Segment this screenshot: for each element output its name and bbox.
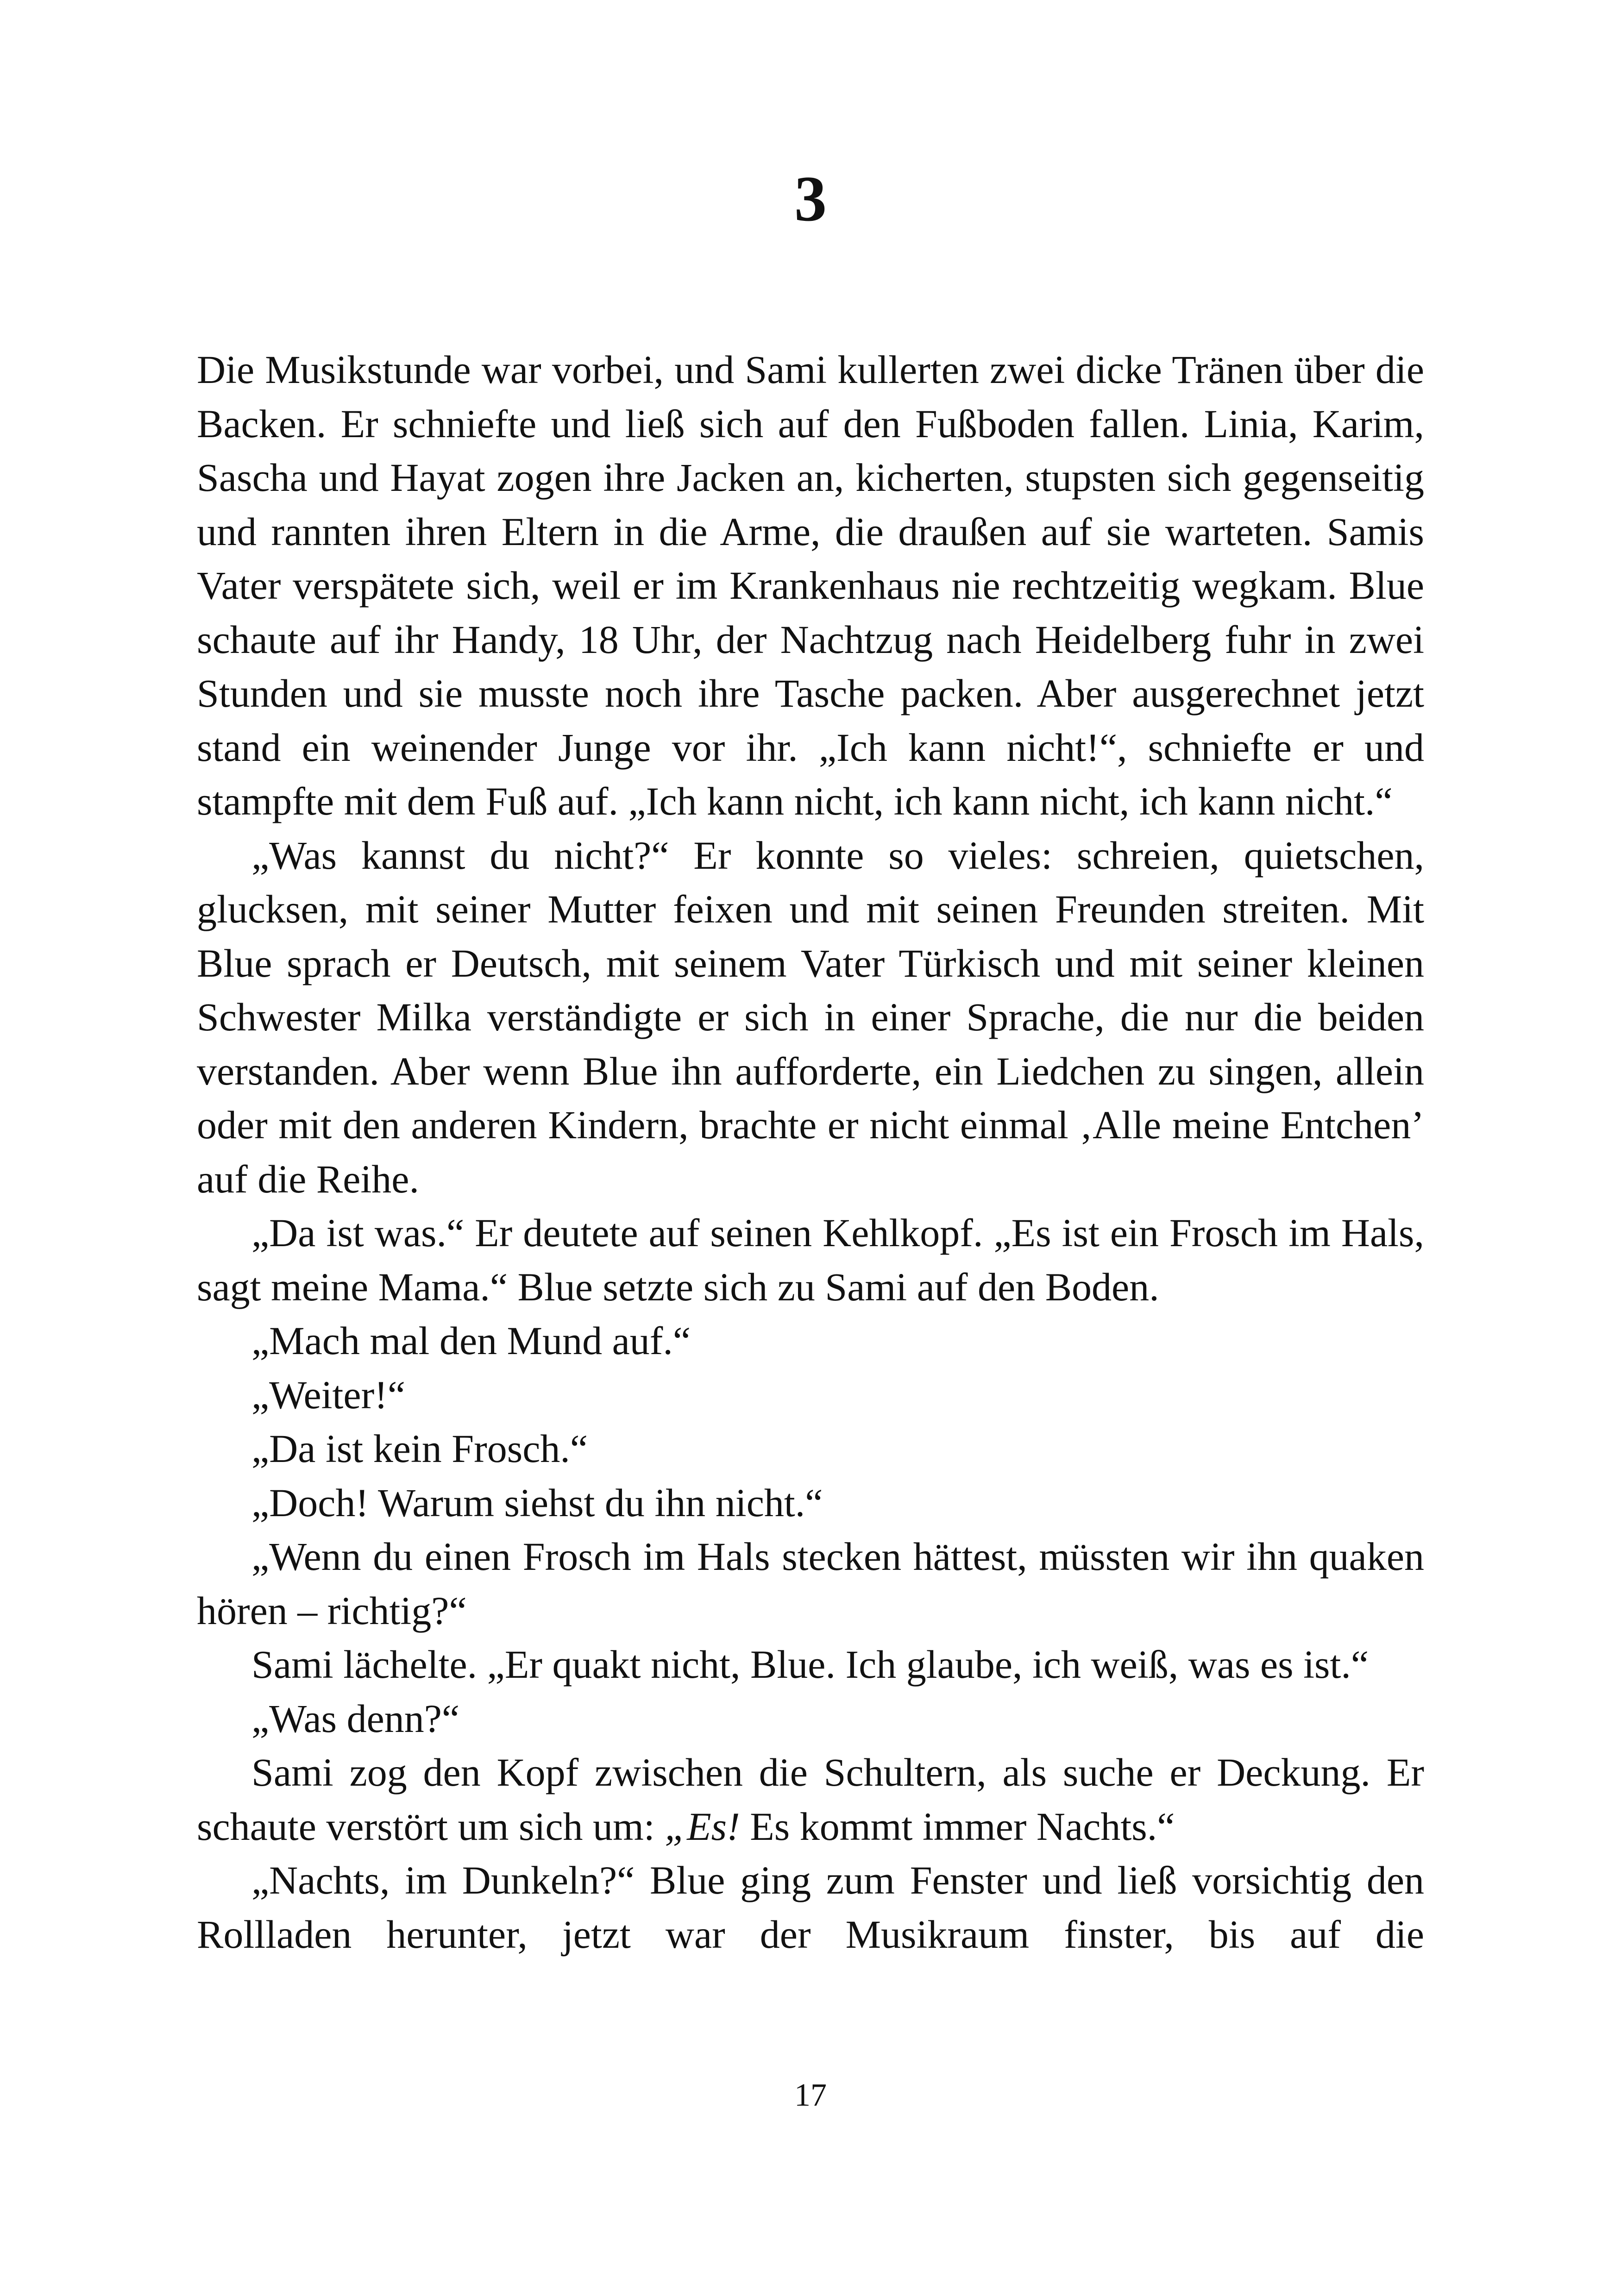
page-number: 17 — [794, 2077, 827, 2113]
paragraph-10: „Was denn?“ — [251, 1696, 460, 1741]
paragraph-11-italic: „Es! — [665, 1804, 740, 1849]
paragraph-7: „Doch! Warum siehst du ihn nicht.“ — [251, 1480, 823, 1525]
paragraph-1: Die Musikstunde war vorbei, und Sami kullerten zwei dicke Tränen über die Backen. Er schniefte und ließ sich auf den Fußboden fallen. Linia, Karim, Sascha und Hayat zogen ihre Jacken an, kicherten, stupsten sich gegenseitig und rannten ihren Eltern in die Arme, die draußen auf sie warteten. Samis Vater verspätete sich, weil er im Krankenhaus nie rechtzeitig wegkam. Blue schaute auf ihr Handy, 18 Uhr, der Nachtzug nach Heidelberg fuhr in zwei Stunden und sie musste noch ihre Tasche packen. Aber ausgerechnet jetzt stand ein weinender Junge vor ihr. „Ich kann nicht!“, schniefte er und stampfte mit dem Fuß auf. „Ich kann nicht, ich kann nicht, ich kann nicht.“ — [197, 347, 1424, 823]
paragraph-12: „Nachts, im Dunkeln?“ Blue ging zum Fenster und ließ vorsichtig den Rollladen herunter, jetzt war der Musikraum finster, bis auf die — [197, 1858, 1424, 1957]
chapter-number: 3 — [794, 163, 827, 235]
paragraph-2: „Was kannst du nicht?“ Er konnte so vieles: schreien, quietschen, glucksen, mit seiner Mutter feixen und mit seinen Freunden streiten. Mit Blue sprach er Deutsch, mit seinem Vater Türkisch und mit seiner kleinen Schwester Milka verständigte er sich in einer Sprache, die nur die beiden verstanden. Aber wenn Blue ihn aufforderte, ein Liedchen zu singen, allein oder mit den anderen Kindern, brachte er nicht einmal ‚Alle meine Entchen’ auf die Reihe. — [197, 833, 1424, 1201]
paragraph-9: Sami lächelte. „Er quakt nicht, Blue. Ich glaube, ich weiß, was es ist.“ — [251, 1642, 1369, 1687]
paragraph-11-end: Es kommt immer Nachts.“ — [740, 1804, 1175, 1849]
paragraph-5: „Weiter!“ — [251, 1372, 406, 1417]
paragraph-6: „Da ist kein Frosch.“ — [251, 1426, 588, 1471]
chapter-body — [197, 343, 1424, 1961]
paragraph-11 — [197, 1745, 1424, 1853]
paragraph-11-text: Sami zog den Kopf zwischen die Schultern, als suche er Deckung. Er schaute verstört um sich um: — [197, 1750, 1424, 1849]
paragraph-4: „Mach mal den Mund auf.“ — [251, 1318, 691, 1363]
paragraph-3: „Da ist was.“ Er deutete auf seinen Kehlkopf. „Es ist ein Frosch im Hals, sagt meine Mama.“ Blue setzte sich zu Sami auf den Boden. — [197, 1211, 1424, 1309]
paragraph-8: „Wenn du einen Frosch im Hals stecken hättest, müssten wir ihn quaken hören – richtig?“ — [197, 1534, 1424, 1633]
